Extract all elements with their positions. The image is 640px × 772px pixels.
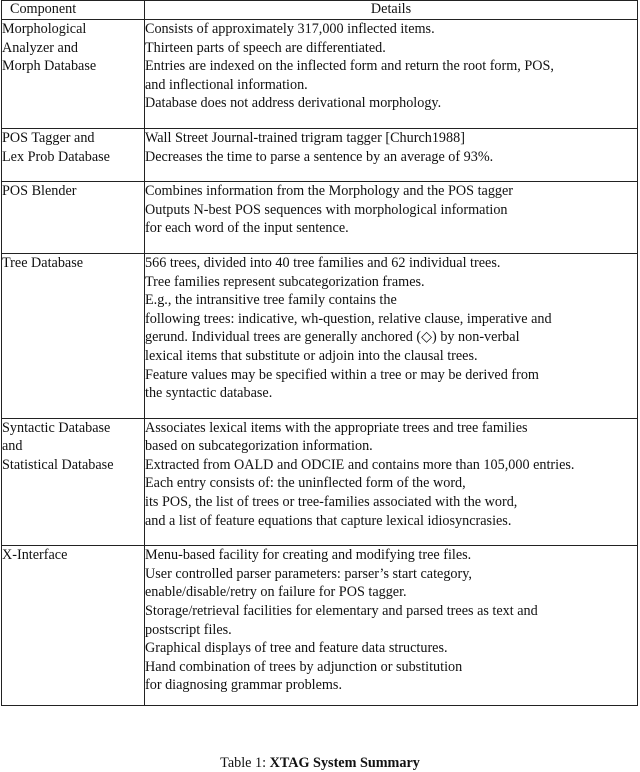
detail-line: gerund. Individual trees are generally anchored (◇) by non-verbal: [145, 329, 520, 346]
detail-line: and a list of feature equations that capture lexical idiosyncrasies.: [145, 512, 512, 529]
detail-line: Extracted from OALD and ODCIE and contains more than 105,000 entries.: [145, 456, 575, 473]
detail-line: Each entry consists of: the uninflected form of the word,: [145, 475, 466, 492]
component-line: Analyzer and: [2, 39, 79, 56]
system-summary-table: [1, 0, 638, 706]
details-cell: [145, 20, 638, 129]
detail-line: for diagnosing grammar problems.: [145, 677, 343, 694]
detail-line: Graphical displays of tree and feature data structures.: [145, 640, 448, 657]
detail-line: Associates lexical items with the appropriate trees and tree families: [145, 419, 528, 436]
detail-line: Entries are indexed on the inflected form and return the root form, POS,: [145, 58, 554, 75]
detail-line: 566 trees, divided into 40 tree families and 62 individual trees.: [145, 254, 501, 271]
details-cell: [145, 253, 638, 418]
component-cell: [2, 418, 145, 546]
detail-line: enable/disable/retry on failure for POS tagger.: [145, 584, 407, 601]
details-cell: [145, 128, 638, 181]
component-line: and: [2, 438, 23, 455]
table-row-pos-blender: [2, 182, 638, 254]
table-header-row: [2, 1, 638, 20]
detail-line: Combines information from the Morphology and the POS tagger: [145, 183, 514, 200]
detail-line: Database does not address derivational morphology.: [145, 95, 442, 112]
table-row-syntactic-database: [2, 418, 638, 546]
component-cell: [2, 128, 145, 181]
table-body: [2, 20, 638, 706]
detail-line: Storage/retrieval facilities for elementary and parsed trees as text and: [145, 603, 538, 620]
table-row-tree-database: [2, 253, 638, 418]
detail-line: the syntactic database.: [145, 385, 273, 402]
component-cell: [2, 20, 145, 129]
detail-line: Hand combination of trees by adjunction or substitution: [145, 658, 463, 675]
details-cell: [145, 418, 638, 546]
detail-line: following trees: indicative, wh-question, relative clause, imperative and: [145, 310, 552, 327]
component-cell: [2, 253, 145, 418]
detail-line: Feature values may be specified within a tree or may be derived from: [145, 366, 539, 383]
table-row-morph: [2, 20, 638, 129]
detail-line: lexical items that substitute or adjoin into the clausal trees.: [145, 347, 478, 364]
table-row-x-interface: [2, 546, 638, 706]
component-line: X-Interface: [2, 547, 68, 564]
details-cell: [145, 182, 638, 254]
detail-line: its POS, the list of trees or tree-families associated with the word,: [145, 494, 518, 511]
component-line: Tree Database: [2, 254, 84, 271]
detail-line: and inflectional information.: [145, 76, 308, 93]
detail-line: Menu-based facility for creating and modifying tree files.: [145, 547, 472, 564]
detail-line: E.g., the intransitive tree family contains the: [145, 292, 397, 309]
table-caption: [0, 754, 640, 772]
detail-line: Consists of approximately 317,000 inflected items.: [145, 21, 435, 37]
detail-line: Thirteen parts of speech are differentiated.: [145, 39, 386, 56]
details-cell: [145, 546, 638, 706]
component-line: Morphological: [2, 21, 87, 37]
header-component: Component: [2, 1, 145, 20]
detail-line: for each word of the input sentence.: [145, 220, 349, 237]
component-cell: [2, 546, 145, 706]
detail-line: Outputs N-best POS sequences with morphological information: [145, 201, 508, 218]
header-details: Details: [145, 1, 638, 20]
detail-line: Tree families represent subcategorization frames.: [145, 273, 425, 290]
component-line: Morph Database: [2, 58, 97, 75]
detail-line: User controlled parser parameters: parser’s start category,: [145, 565, 472, 582]
detail-line: postscript files.: [145, 621, 232, 638]
caption-label: Table 1:: [220, 755, 267, 771]
table-row-pos-tagger: [2, 128, 638, 181]
detail-line: Decreases the time to parse a sentence by an average of 93%.: [145, 148, 494, 165]
component-line: POS Blender: [2, 183, 77, 200]
component-cell: [2, 182, 145, 254]
detail-line: based on subcategorization information.: [145, 438, 373, 455]
detail-line: Wall Street Journal-trained trigram tagger [Church1988]: [145, 129, 465, 146]
component-line: POS Tagger and: [2, 129, 95, 146]
caption-title: XTAG System Summary: [269, 755, 420, 771]
component-line: Syntactic Database: [2, 419, 111, 436]
component-line: Lex Prob Database: [2, 148, 110, 165]
component-line: Statistical Database: [2, 456, 114, 473]
